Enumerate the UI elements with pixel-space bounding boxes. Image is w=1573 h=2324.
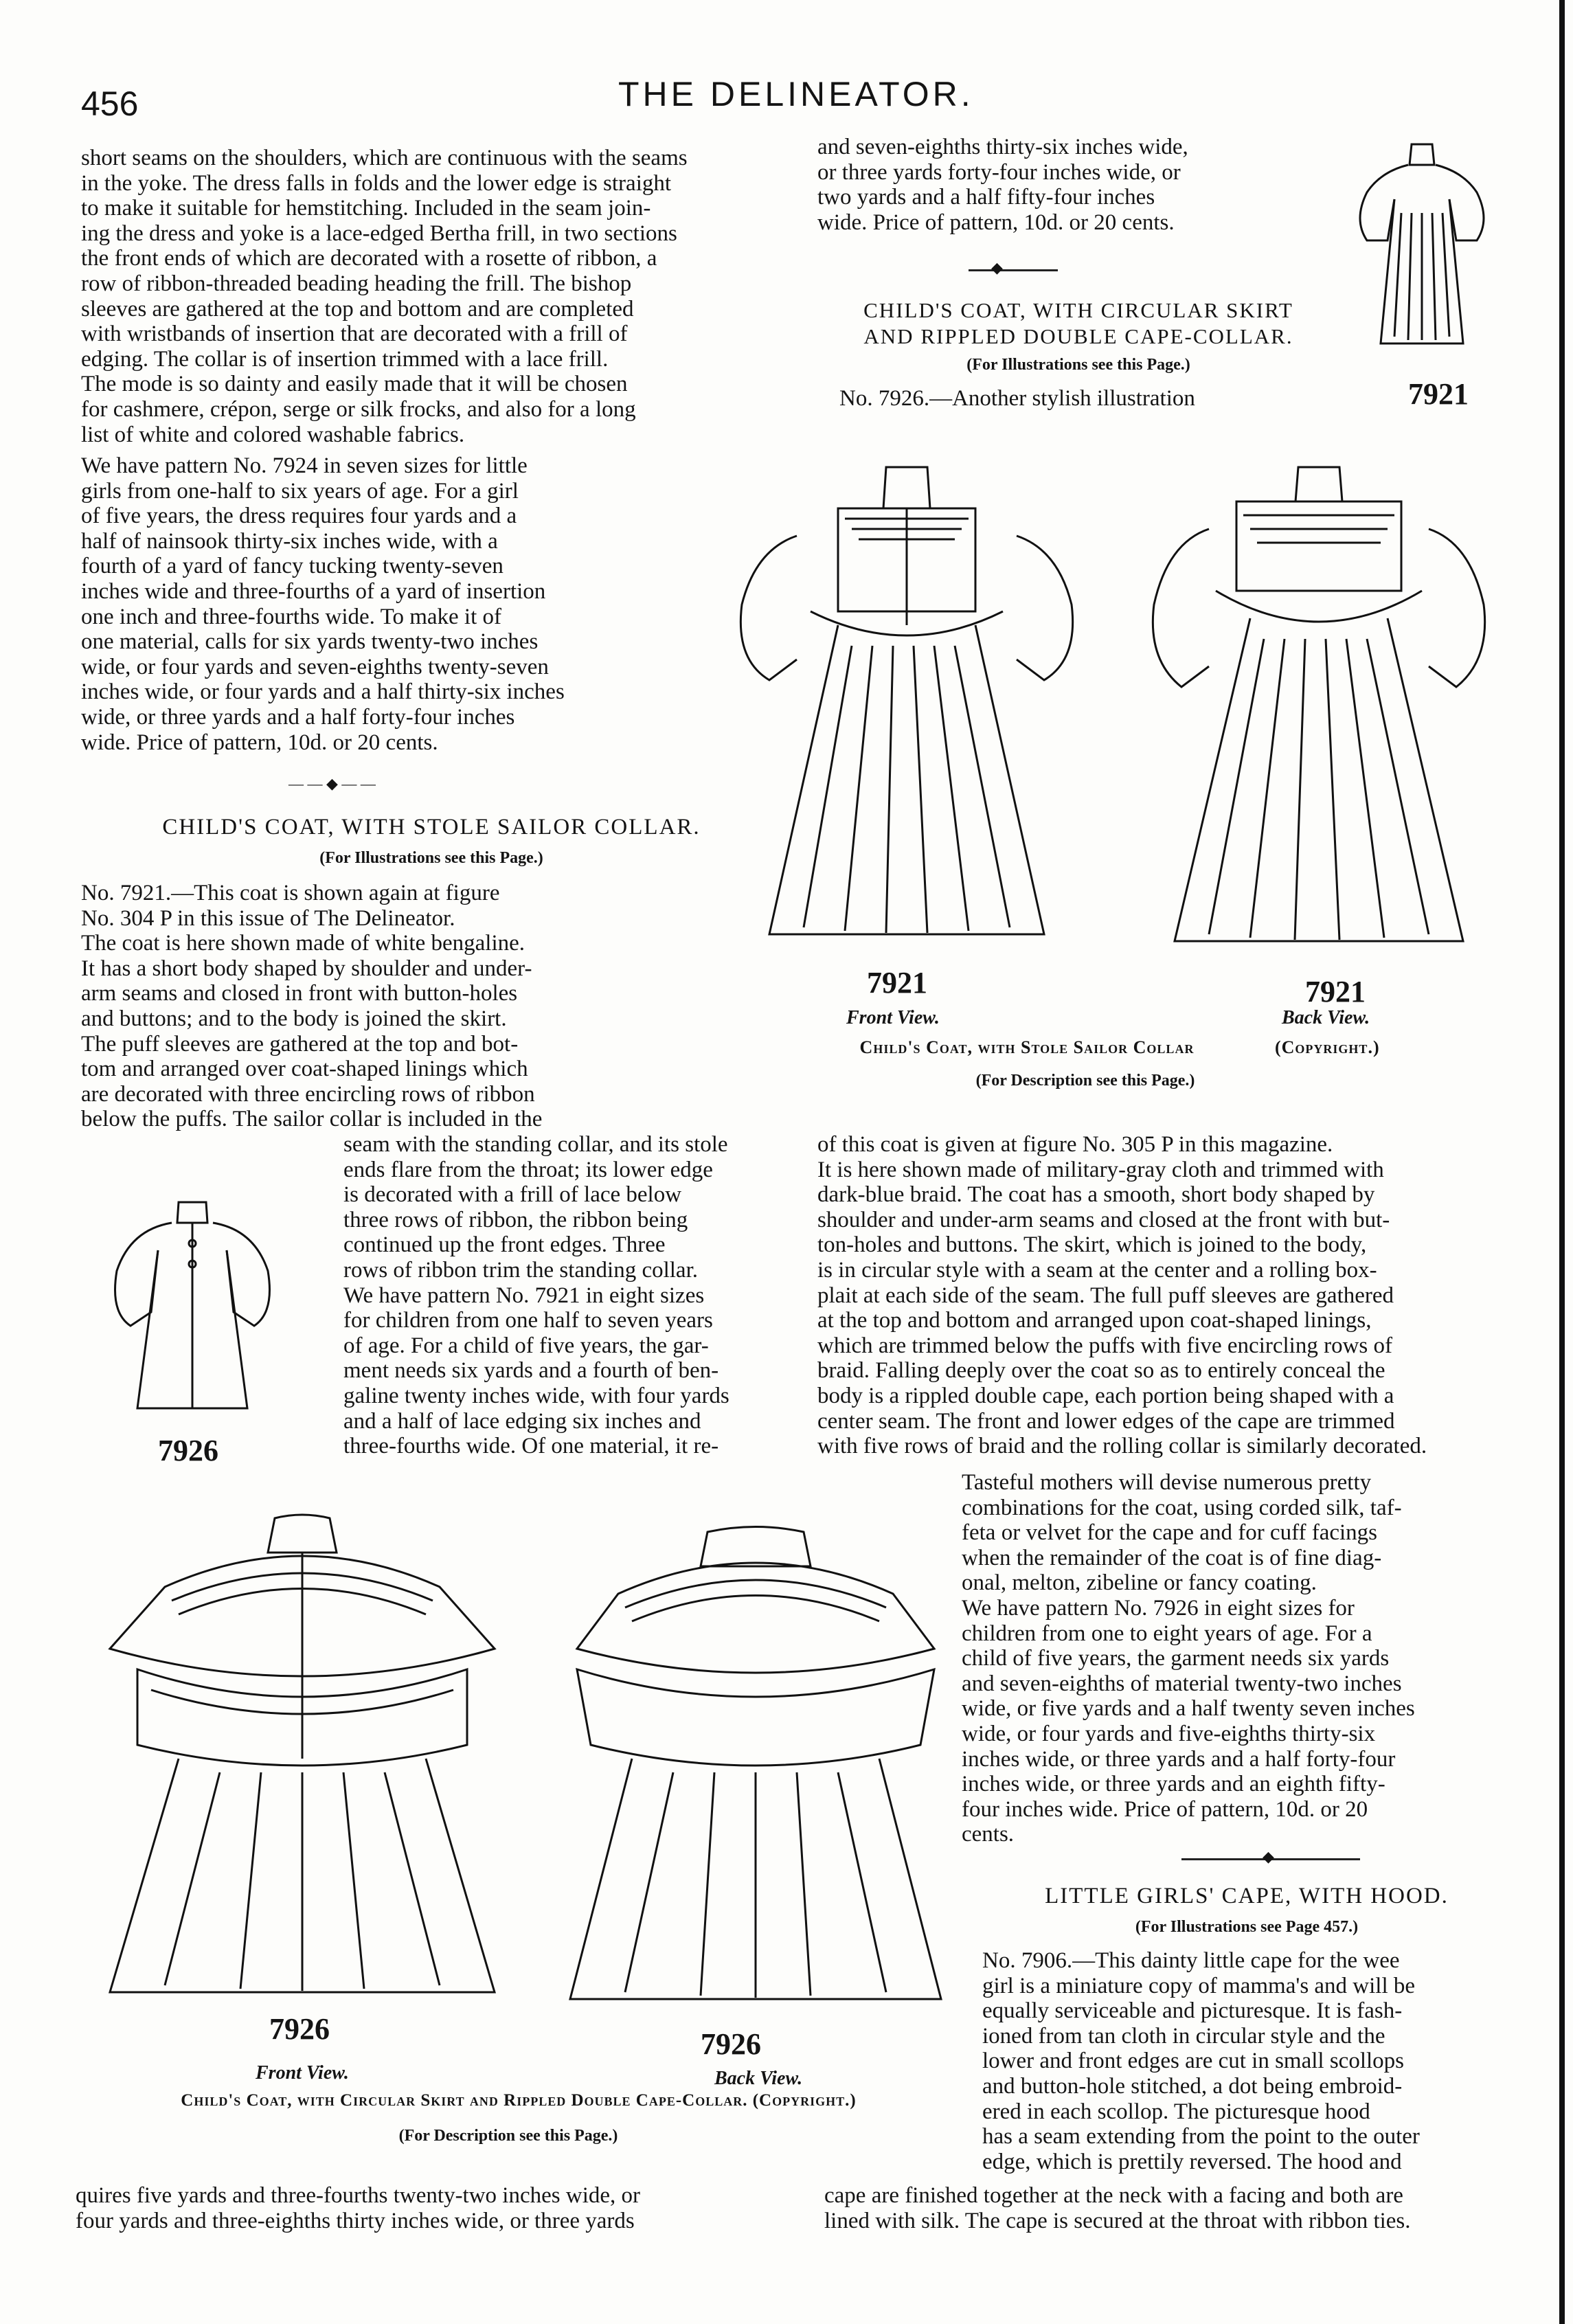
text-line: of age. For a child of five years, the gar- xyxy=(343,1333,709,1358)
text-line: wide, or three yards and a half forty-four inches xyxy=(81,704,515,730)
text-line: four yards and three-eighths thirty inches wide, or three yards xyxy=(76,2208,635,2233)
text-line: of this coat is given at figure No. 305 P in this magazine. xyxy=(817,1132,1333,1157)
text-line: and seven-eighths of material twenty-two inches xyxy=(962,1671,1402,1696)
text-line: sleeves are gathered at the top and bottom and are completed xyxy=(81,296,634,321)
text-line: and buttons; and to the body is joined the skirt. xyxy=(81,1006,507,1031)
text-line: three-fourths wide. Of one material, it re- xyxy=(343,1434,719,1459)
text-line: for children from one half to seven years xyxy=(343,1308,713,1333)
article-7906-text xyxy=(982,1948,1511,2174)
fig-7921-front-illustration xyxy=(714,453,1099,975)
text-line: onal, melton, zibeline or fancy coating. xyxy=(962,1570,1317,1596)
fig-7921-back-view-label: Back View. xyxy=(1282,1007,1370,1028)
text-line: ing the dress and yoke is a lace-edged Bertha frill, in two sections xyxy=(81,221,677,246)
text-line: below the puffs. The sailor collar is included in the xyxy=(81,1107,543,1132)
article-7924-continued xyxy=(817,135,1298,235)
desc-7921: (For Description see this Page.) xyxy=(975,1072,1195,1090)
text-line: and button-hole stitched, a dot being embroid- xyxy=(982,2073,1403,2099)
fig-7926-front-view-label: Front View. xyxy=(256,2062,349,2084)
text-line: It is here shown made of military-gray cloth and trimmed with xyxy=(817,1157,1384,1182)
text-line: plait at each side of the seam. The full puff sleeves are gathered xyxy=(817,1283,1394,1308)
fig-7926-back-number: 7926 xyxy=(701,2027,761,2061)
text-line: when the remainder of the coat is of fine diag- xyxy=(962,1545,1382,1570)
text-line: ioned from tan cloth in circular style and the xyxy=(982,2023,1385,2049)
text-line: seam with the standing collar, and its stole xyxy=(343,1132,728,1157)
text-line: and seven-eighths thirty-six inches wide, xyxy=(817,135,1188,159)
text-line: body is a rippled double cape, each portion being shaped with a xyxy=(817,1383,1394,1408)
text-line: lined with silk. The cape is secured at the throat with ribbon ties. xyxy=(824,2208,1411,2233)
text-line: We have pattern No. 7921 in eight sizes xyxy=(343,1283,705,1308)
article-7924-pattern-text xyxy=(81,453,782,755)
text-line: wide, or four yards and five-eighths thirty-six xyxy=(962,1721,1376,1746)
fig-7926-back-illustration xyxy=(536,1525,975,2020)
text-line: equally serviceable and picturesque. It is fash- xyxy=(982,1998,1403,2024)
text-line: children from one to eight years of age. For a xyxy=(962,1621,1372,1646)
text-line: girls from one-half to six years of age. For a girl xyxy=(81,478,519,504)
fig-7926-small-illustration xyxy=(89,1195,295,1429)
article-7926-narrow-text xyxy=(962,1470,1511,1847)
subheading-7926: (For Illustrations see this Page.) xyxy=(966,356,1190,374)
page-number: 456 xyxy=(81,84,139,123)
text-line: which are trimmed below the puffs with five encircling rows of xyxy=(817,1333,1392,1358)
article-7926-text xyxy=(817,1132,1511,1459)
text-line: ment needs six yards and a fourth of ben- xyxy=(343,1358,719,1384)
text-line: We have pattern No. 7926 in eight sizes for xyxy=(962,1595,1355,1621)
text-line: inches wide, or three yards and a half forty-four xyxy=(962,1746,1396,1772)
heading-7906: LITTLE GIRLS' CAPE, WITH HOOD. xyxy=(1045,1884,1449,1908)
text-line: inches wide, or three yards and an eighth fifty- xyxy=(962,1772,1385,1797)
desc-7926: (For Description see this Page.) xyxy=(398,2127,618,2145)
text-line: Tasteful mothers will devise numerous pretty xyxy=(962,1470,1372,1495)
text-line: and a half of lace edging six inches and xyxy=(343,1408,701,1434)
text-line: galine twenty inches wide, with four yards xyxy=(343,1383,729,1408)
heading-7926: CHILD'S COAT, WITH CIRCULAR SKIRT xyxy=(863,298,1293,322)
text-line: dark-blue braid. The coat has a smooth, short body shaped by xyxy=(817,1182,1375,1208)
text-line: center seam. The front and lower edges of the cape are trimmed xyxy=(817,1408,1395,1434)
text-line: combinations for the coat, using corded silk, taf- xyxy=(962,1495,1402,1520)
rule xyxy=(969,269,1058,271)
text-line: tom and arranged over coat-shaped linings which xyxy=(81,1057,528,1082)
text-line: shoulder and under-arm seams and closed at the front with but- xyxy=(817,1207,1390,1232)
subheading-7906: (For Illustrations see Page 457.) xyxy=(1135,1918,1359,1936)
text-line: No. 304 P in this issue of The Delineator. xyxy=(81,905,455,931)
section-ornament: — — ◆ — — xyxy=(288,775,376,792)
fig-7921-front-number: 7921 xyxy=(867,966,927,1000)
text-line: one material, calls for six yards twenty-two inches xyxy=(81,629,539,655)
fig-7921-back-number: 7921 xyxy=(1305,975,1366,1008)
text-line: ered in each scollop. The picturesque hood xyxy=(982,2099,1370,2124)
diamond-icon: ◆ xyxy=(991,259,1003,276)
text-line: edging. The collar is of insertion trimmed with a lace frill. xyxy=(81,346,609,372)
text-line: three rows of ribbon, the ribbon being xyxy=(343,1207,688,1232)
text-line: continued up the front edges. Three xyxy=(343,1232,666,1258)
page-edge xyxy=(1559,0,1565,2324)
text-line: feta or velvet for the cape and for cuff facings xyxy=(962,1520,1378,1546)
text-line: is decorated with a frill of lace below xyxy=(343,1182,682,1208)
text-line: list of white and colored washable fabrics. xyxy=(81,422,465,447)
text-line: It has a short body shaped by shoulder and under- xyxy=(81,956,532,981)
text-line: The mode is so dainty and easily made that it will be chosen xyxy=(81,372,628,397)
text-line: with five rows of braid and the rolling collar is similarly decorated. xyxy=(817,1434,1427,1459)
text-line: for cashmere, crépon, serge or silk frocks, and also for a long xyxy=(81,396,636,422)
text-line: inches wide, or four yards and a half thirty-six inches xyxy=(81,679,565,705)
text-line: of five years, the dress requires four yards and a xyxy=(81,504,517,529)
text-line: lower and front edges are cut in small scollops xyxy=(982,2049,1404,2074)
diamond-icon: ◆ xyxy=(1263,1848,1274,1865)
text-line: wide. Price of pattern, 10d. or 20 cents. xyxy=(81,730,438,755)
fig-7921-back-illustration xyxy=(1127,453,1511,975)
text-line: inches wide and three-fourths of a yard of insertion xyxy=(81,578,546,604)
fig-7921-front-view-label: Front View. xyxy=(846,1007,940,1028)
fig-7926-front-illustration xyxy=(82,1511,522,2020)
text-line: quires five yards and three-fourths twenty-two inches wide, or xyxy=(76,2183,641,2208)
text-line: half of nainsook thirty-six inches wide, with a xyxy=(81,528,498,554)
text-line: The coat is here shown made of white bengaline. xyxy=(81,931,525,956)
text-line: four inches wide. Price of pattern, 10d. or 20 xyxy=(962,1796,1368,1822)
text-line: has a seam extending from the point to the outer xyxy=(982,2124,1420,2150)
article-7921-text xyxy=(81,881,782,1132)
text-line: braid. Falling deeply over the coat so as to entirely conceal the xyxy=(817,1358,1385,1384)
text-line: No. 7906.—This dainty little cape for the wee xyxy=(982,1948,1400,1973)
text-line: row of ribbon-threaded beading heading the frill. The bishop xyxy=(81,271,632,296)
text-line: is in circular style with a seam at the center and a rolling box- xyxy=(817,1257,1377,1283)
text-line: short seams on the shoulders, which are continuous with the seams xyxy=(81,146,688,170)
text-line: arm seams and closed in front with button-holes xyxy=(81,981,518,1006)
caption-7921: Child's Coat, with Stole Sailor Collar xyxy=(859,1037,1195,1057)
bottom-right-text xyxy=(824,2183,1511,2233)
text-line: edge, which is prettily reversed. The hood and xyxy=(982,2149,1402,2174)
heading-7921: CHILD'S COAT, WITH STOLE SAILOR COLLAR. xyxy=(162,815,701,839)
fig-7926-small-number: 7926 xyxy=(158,1434,218,1467)
text-line: wide, or five yards and a half twenty seven inches xyxy=(962,1696,1415,1722)
text-line: wide, or four yards and seven-eighths twenty-seven xyxy=(81,654,549,679)
caption-7926: Child's Coat, with Circular Skirt and Rippled Double Cape-Collar. (Copyright.) xyxy=(181,2091,857,2110)
copyright-7921: (Copyright.) xyxy=(1275,1037,1380,1057)
text-line: ends flare from the throat; its lower edge xyxy=(343,1157,713,1182)
intro-7926: No. 7926.—Another stylish illustration xyxy=(839,386,1195,411)
text-line: to make it suitable for hemstitching. Included in the seam join- xyxy=(81,196,651,221)
text-line: ton-holes and buttons. The skirt, which is joined to the body, xyxy=(817,1232,1367,1258)
text-line: girl is a miniature copy of mamma's and will be xyxy=(982,1973,1416,1998)
text-line: the front ends of which are decorated with a rosette of ribbon, a xyxy=(81,246,657,271)
text-line: cents. xyxy=(962,1822,1015,1847)
article-7924-text xyxy=(81,146,782,447)
text-line: cape are finished together at the neck with a facing and both are xyxy=(824,2183,1403,2208)
text-line: rows of ribbon trim the standing collar. xyxy=(343,1257,698,1283)
fig-7921-small-illustration xyxy=(1339,137,1504,385)
text-line: at the top and bottom and arranged upon coat-shaped linings, xyxy=(817,1308,1372,1333)
text-line: We have pattern No. 7924 in seven sizes for little xyxy=(81,453,528,478)
text-line: child of five years, the garment needs six yards xyxy=(962,1646,1390,1671)
fig-7926-front-number: 7926 xyxy=(269,2012,330,2046)
text-line: with wristbands of insertion that are decorated with a frill of xyxy=(81,321,628,347)
bottom-left-text xyxy=(76,2183,790,2233)
text-line: are decorated with three encircling rows of ribbon xyxy=(81,1081,535,1107)
text-line: in the yoke. The dress falls in folds and the lower edge is straight xyxy=(81,170,672,196)
fig-7921-small-number: 7921 xyxy=(1408,377,1469,411)
text-line: or three yards forty-four inches wide, or xyxy=(817,159,1181,185)
subheading-7921: (For Illustrations see this Page.) xyxy=(319,849,543,867)
text-line: fourth of a yard of fancy tucking twenty-seven xyxy=(81,554,503,579)
text-line: The puff sleeves are gathered at the top and bot- xyxy=(81,1031,519,1057)
text-line: No. 7921.—This coat is shown again at figure xyxy=(81,881,500,905)
text-line: wide. Price of pattern, 10d. or 20 cents. xyxy=(817,210,1175,235)
text-line: two yards and a half fifty-four inches xyxy=(817,185,1155,210)
fig-7926-back-view-label: Back View. xyxy=(714,2068,803,2089)
running-title: THE DELINEATOR. xyxy=(618,75,974,113)
text-line: one inch and three-fourths wide. To make it of xyxy=(81,604,501,629)
article-7921-narrow-text xyxy=(343,1132,782,1459)
heading-7926-line2: AND RIPPLED DOUBLE CAPE-COLLAR. xyxy=(863,324,1293,348)
